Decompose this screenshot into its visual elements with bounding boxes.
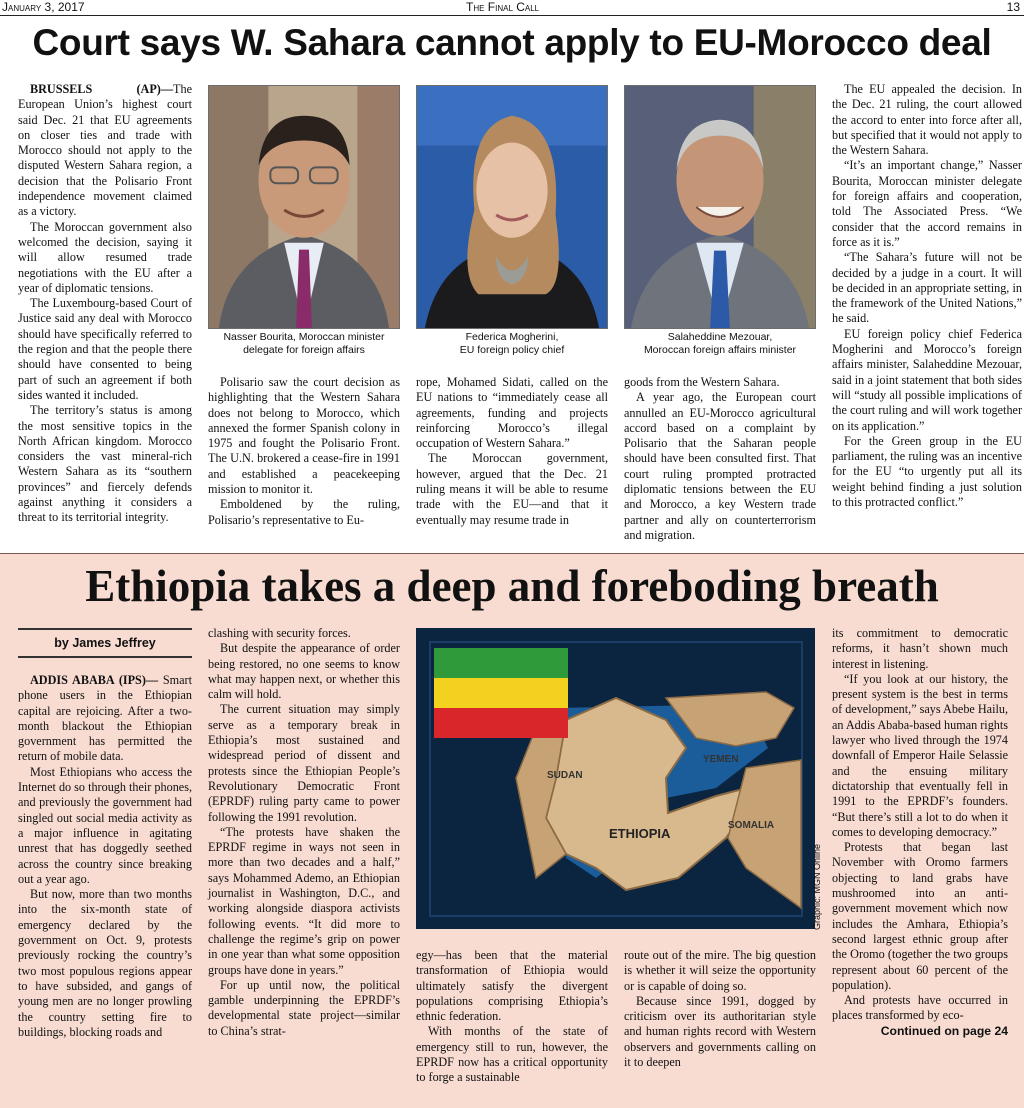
article1-column-5 [832,82,1022,510]
byline: by James Jeffrey [18,628,192,658]
map-label-ethiopia: ETHIOPIA [609,826,671,841]
map-label-sudan: SUDAN [547,770,583,781]
graphic-credit: Graphic: MGN Online [812,843,822,930]
continued-notice: Continued on page 24 [880,1023,1008,1038]
paragraph: Polisario saw the court decision as highlighting that the Western Sahara does not belong to Morocco, which annexed the former Spanish colony in 1975 and fought the Polisario Front. The U.N. brokered a cease-fire in 1991 and established a peacekeeping mission to monitor it. [208,375,400,497]
paragraph: For the Green group in the EU parliament, the ruling was an incentive for the EU “to urgently put all its weight behind finding a just solution to this protracted conflict.” [832,433,1022,510]
paragraph: clashing with security forces. [208,626,351,640]
photo-caption: Salaheddine Mezouar, Moroccan foreign affairs minister [643,331,797,356]
paragraph: “The protests have shaken the EPRDF regime in ways not seen in more than two decades and a half,” says Mohammed Ademo, an Ethiopian journalist in Washington, D.C., and working alongside diaspora activists following events. “It did more to challenge the regime’s grip on power in one year than what some opposition groups have done in years.” [208,824,400,977]
paragraph: BRUSSELS (AP)—The European Union’s highest court said Dec. 21 that EU agreements on closer ties and trade with Morocco should not apply to the disputed Western Sahara region, a decision that the Polisario Front independence movement claimed as a victory. [18,82,192,219]
dateline: ADDIS ABABA (IPS)— [30,673,159,687]
paragraph: The current situation may simply serve as a temporary break in Ethiopia’s most sustained and widespread period of dissent and protests since the Ethiopian People’s Revolutionary Democratic Front (EPRDF) ruling party came to power following the 1991 revolution. [208,702,400,824]
article2-column-5 [832,626,1008,1039]
dateline: BRUSSELS (AP)— [30,82,174,96]
paragraph: goods from the Western Sahara. [624,375,780,389]
photo-caption: Federica Mogherini, EU foreign policy chief [459,331,565,356]
photo-salaheddine-mezouar [624,85,816,329]
paragraph: But despite the appearance of order being restored, no one seems to know what may happen next, or whether this calm will hold. [208,641,400,702]
map-label-yemen: YEMEN [703,754,739,765]
article1-column-2 [208,375,400,528]
paragraph: A year ago, the European court annulled an EU-Morocco agricultural accord based on a complaint by Polisario that the Saharan people should have been consulted first. That court ruling prompted protracted diplomatic tensions between the EU and Morocco, a key Western trade partner and ally on counterterrorism and migration. [624,390,816,542]
article2-column-3 [416,948,608,1086]
paragraph: The Moroccan government also welcomed the decision, saying it will allow resumed trade negotiations with the EU after a year of diplomatic tensions. [18,219,192,295]
page-header [0,0,1024,16]
publication-name: The Final Call [466,0,540,14]
page-number: 13 [1006,0,1020,14]
paragraph: And protests have occurred in places transformed by eco- [832,993,1008,1023]
issue-date: January 3, 2017 [2,0,85,14]
paragraph: Emboldened by the ruling, Polisario’s representative to Eu- [208,497,400,527]
paragraph: EU foreign policy chief Federica Mogherini and Morocco’s foreign affairs minister, Salaheddine Mezouar, said in a joint statement that both sides will “study all possible implications of the court ruling and will work together on its application.” [832,326,1022,433]
article2-column-1 [18,673,192,1040]
photo-caption: Nasser Bourita, Moroccan minister delegate for foreign affairs [223,331,385,356]
paragraph: Most Ethiopians who access the Internet do so through their phones, and previously the government had singled out social media activity as a major influence in agitating unrest that has doggedly seethed across the country since breaking out a year ago. [18,764,192,886]
ethiopian-flag [434,648,568,738]
paragraph: Because since 1991, dogged by criticism over its authoritarian style and human rights record with Western observers and governments calling on it to deepen [624,993,816,1070]
ethiopia-map-graphic [416,628,815,929]
article2-column-4 [624,948,816,1070]
paragraph: The EU appealed the decision. In the Dec. 21 ruling, the court allowed the accord to enter into force after all, but specified that it would not apply to the Western Sahara. [832,82,1022,158]
paragraph: “The Sahara’s future will not be decided by a judge in a court. It will be decided in an appropriate setting, in the framework of the United Nations,” he said. [832,250,1022,326]
paragraph: rope, Mohamed Sidati, called on the EU nations to “immediately cease all agreements, funding and projects reinforcing Morocco’s illegal occupation of Western Sahara.” [416,375,608,451]
paragraph: egy—has been that the material transformation of Ethiopia would ultimately satisfy the divergent populations comprising Ethiopia’s ethnic federation. [416,948,608,1024]
article1-column-4 [624,375,816,543]
paragraph: route out of the mire. The big question is whether it will seize the opportunity or is capable of doing so. [624,948,816,993]
paragraph: ADDIS ABABA (IPS)— Smart phone users in the Ethiopian capital are rejoicing. After a two-month blackout the Ethiopian government has permitted the return of mobile data. [18,673,193,764]
photo-nasser-bourita [208,85,400,329]
paragraph: its commitment to democratic reforms, it hasn’t shown much interest in listening. [832,626,1008,671]
paragraph: “It’s an important change,” Nasser Bourita, Moroccan minister delegate for foreign affairs and cooperation, told The Associated Press. “We consider that the accord remains in force as it is.” [832,158,1022,249]
article2-column-2 [208,626,400,1039]
paragraph: With months of the state of emergency still to run, however, the EPRDF now has a critical opportunity to forge a sustainable [416,1024,608,1085]
paragraph: The Luxembourg-based Court of Justice said any deal with Morocco should have specifically referred to the region and that the people there should have consented to being part of such an agreement if both sides wanted it included. [18,296,192,402]
paragraph: The Moroccan government, however, argued that the Dec. 21 ruling means it will be able to resume trade with the EU—and that it eventually may resume trade in [416,451,608,527]
article1-column-3 [416,375,608,528]
paragraph: Protests that began last November with Oromo farmers objecting to land grabs have mushroomed into an anti-government movement which now includes the Amhara, Ethiopia’s second largest ethnic group after the Oromo (together the two groups represent about 60 percent of the population). [832,840,1008,992]
map-label-somalia: SOMALIA [728,820,775,831]
paragraph: “If you look at our history, the present system is the best in terms of development,” says Abebe Hailu, an Addis Ababa-based human rights lawyer who lived through the 1974 downfall of Emperor Haile Selassie and the ensuing military dictatorship that eventually fell in 1991 to the EPRDF’s founders. “But there’s still a lot to do when it comes to developing democracy.” [832,671,1009,839]
paragraph: For up until now, the political gamble underpinning the EPRDF’s developmental state project—similar to China’s strat- [208,977,400,1038]
article2-headline: Ethiopia takes a deep and foreboding breath [85,561,939,611]
article1-headline: Court says W. Sahara cannot apply to EU-Morocco deal [32,22,992,63]
photo-federica-mogherini [416,85,608,329]
paragraph: The territory’s status is among the most sensitive topics in the North African kingdom. Morocco considers the vast mineral-rich Western Sahara as its “southern provinces” and fiercely defends against anything it considers a threat to its territorial integrity. [18,403,192,525]
article1-column-1 [18,82,192,526]
paragraph: But now, more than two months into the six-month state of emergency declared by the government on Oct. 9, protests previously rocking the country’s two most populous regions appear to have subsided, and gangs of young men are no longer prowling the country setting fire to buildings, blocking roads and [18,887,192,1039]
